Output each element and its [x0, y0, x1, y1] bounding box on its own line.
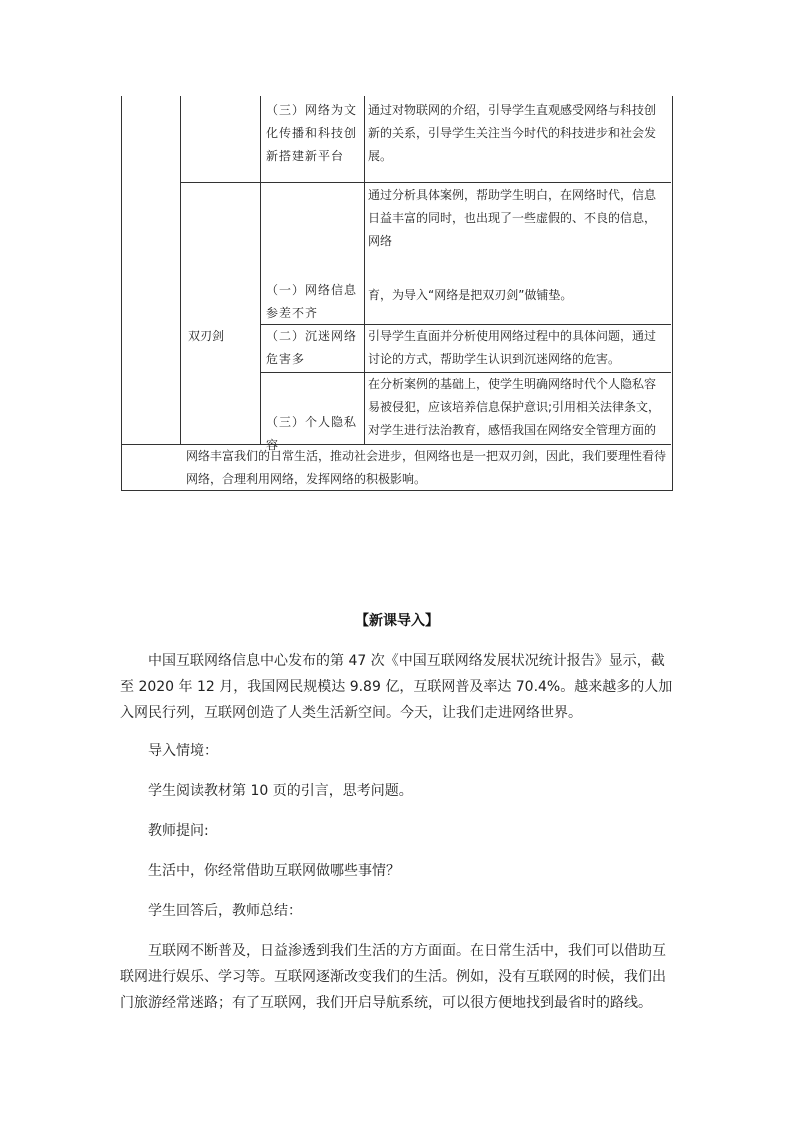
row1-subtitle: （三）网络为文化传播和科技创新搭建新平台	[266, 103, 358, 163]
row3-content: 引导学生直面并分析使用网络过程中的具体问题，通过讨论的方式，帮助学生认识到沉迷网络的危害。	[368, 329, 657, 366]
col-divider-2	[260, 96, 261, 444]
teacher-question-label: 教师提问:	[148, 823, 209, 839]
col-divider-1	[180, 96, 181, 444]
row4-content: 在分析案例的基础上，使学生明确网络时代个人隐私容易被侵犯，应该培养信息保护意识;引用相关法律条文，对学生进行法治教育，感悟我国在网络安全管理方面的	[368, 377, 661, 437]
row2-content-bottom: 育，为导入“网络是把双刃剑”做铺垫。	[368, 288, 573, 302]
summary-label: 学生回答后，教师总结：	[148, 903, 302, 919]
row2-content-top: 通过分析具体案例，帮助学生明白，在网络时代，信息日益丰富的同时，也出现了一些虚假的、不良的信息，网络	[368, 188, 657, 248]
question-text: 生活中，你经常借助互联网做哪些事情？	[148, 863, 400, 879]
row3-subtitle: （二）沉迷网络危害多	[266, 329, 358, 366]
section-heading: 【新课导入】	[355, 613, 439, 629]
row2-subtitle: （一）网络信息参差不齐	[266, 283, 358, 320]
intro-paragraph: 中国互联网络信息中心发布的第 47 次《中国互联网络发展状况统计报告》显示，截至 2020 年 12 月，我国网民规模达 9.89 亿，互联网普及率达 70.4%。越来越多的人加入网民行列，互联网创造了人类生活新空间。今天，让我们走进网络世界。	[120, 653, 673, 721]
row-divider-1	[180, 182, 671, 183]
summary-text: 网络丰富我们的日常生活，推动社会进步，但网络也是一把双刃剑，因此，我们要理性看待网络，合理利用网络，发挥网络的积极影响。	[186, 449, 667, 486]
row4-subtitle: （三）个人隐私容	[266, 415, 358, 452]
scenario-label: 导入情境：	[148, 743, 218, 759]
col-divider-3	[364, 96, 365, 444]
lesson-plan-table	[121, 96, 673, 491]
row1-content: 通过对物联网的介绍，引导学生直观感受网络与科技创新的关系，引导学生关注当今时代的科技进步和社会发展。	[368, 103, 657, 163]
reading-instruction: 学生阅读教材第 10 页的引言，思考问题。	[148, 783, 413, 799]
summary-paragraph: 互联网不断普及，日益渗透到我们生活的方方面面。在日常生活中，我们可以借助互联网进行娱乐、学习等。互联网逐渐改变我们的生活。例如，没有互联网的时候，我们出门旅游经常迷路；有了互联网，我们开启导航系统，可以很方便地找到最省时的路线。	[120, 943, 666, 1011]
section-title-double-edged-sword: 双刃剑	[188, 329, 225, 343]
